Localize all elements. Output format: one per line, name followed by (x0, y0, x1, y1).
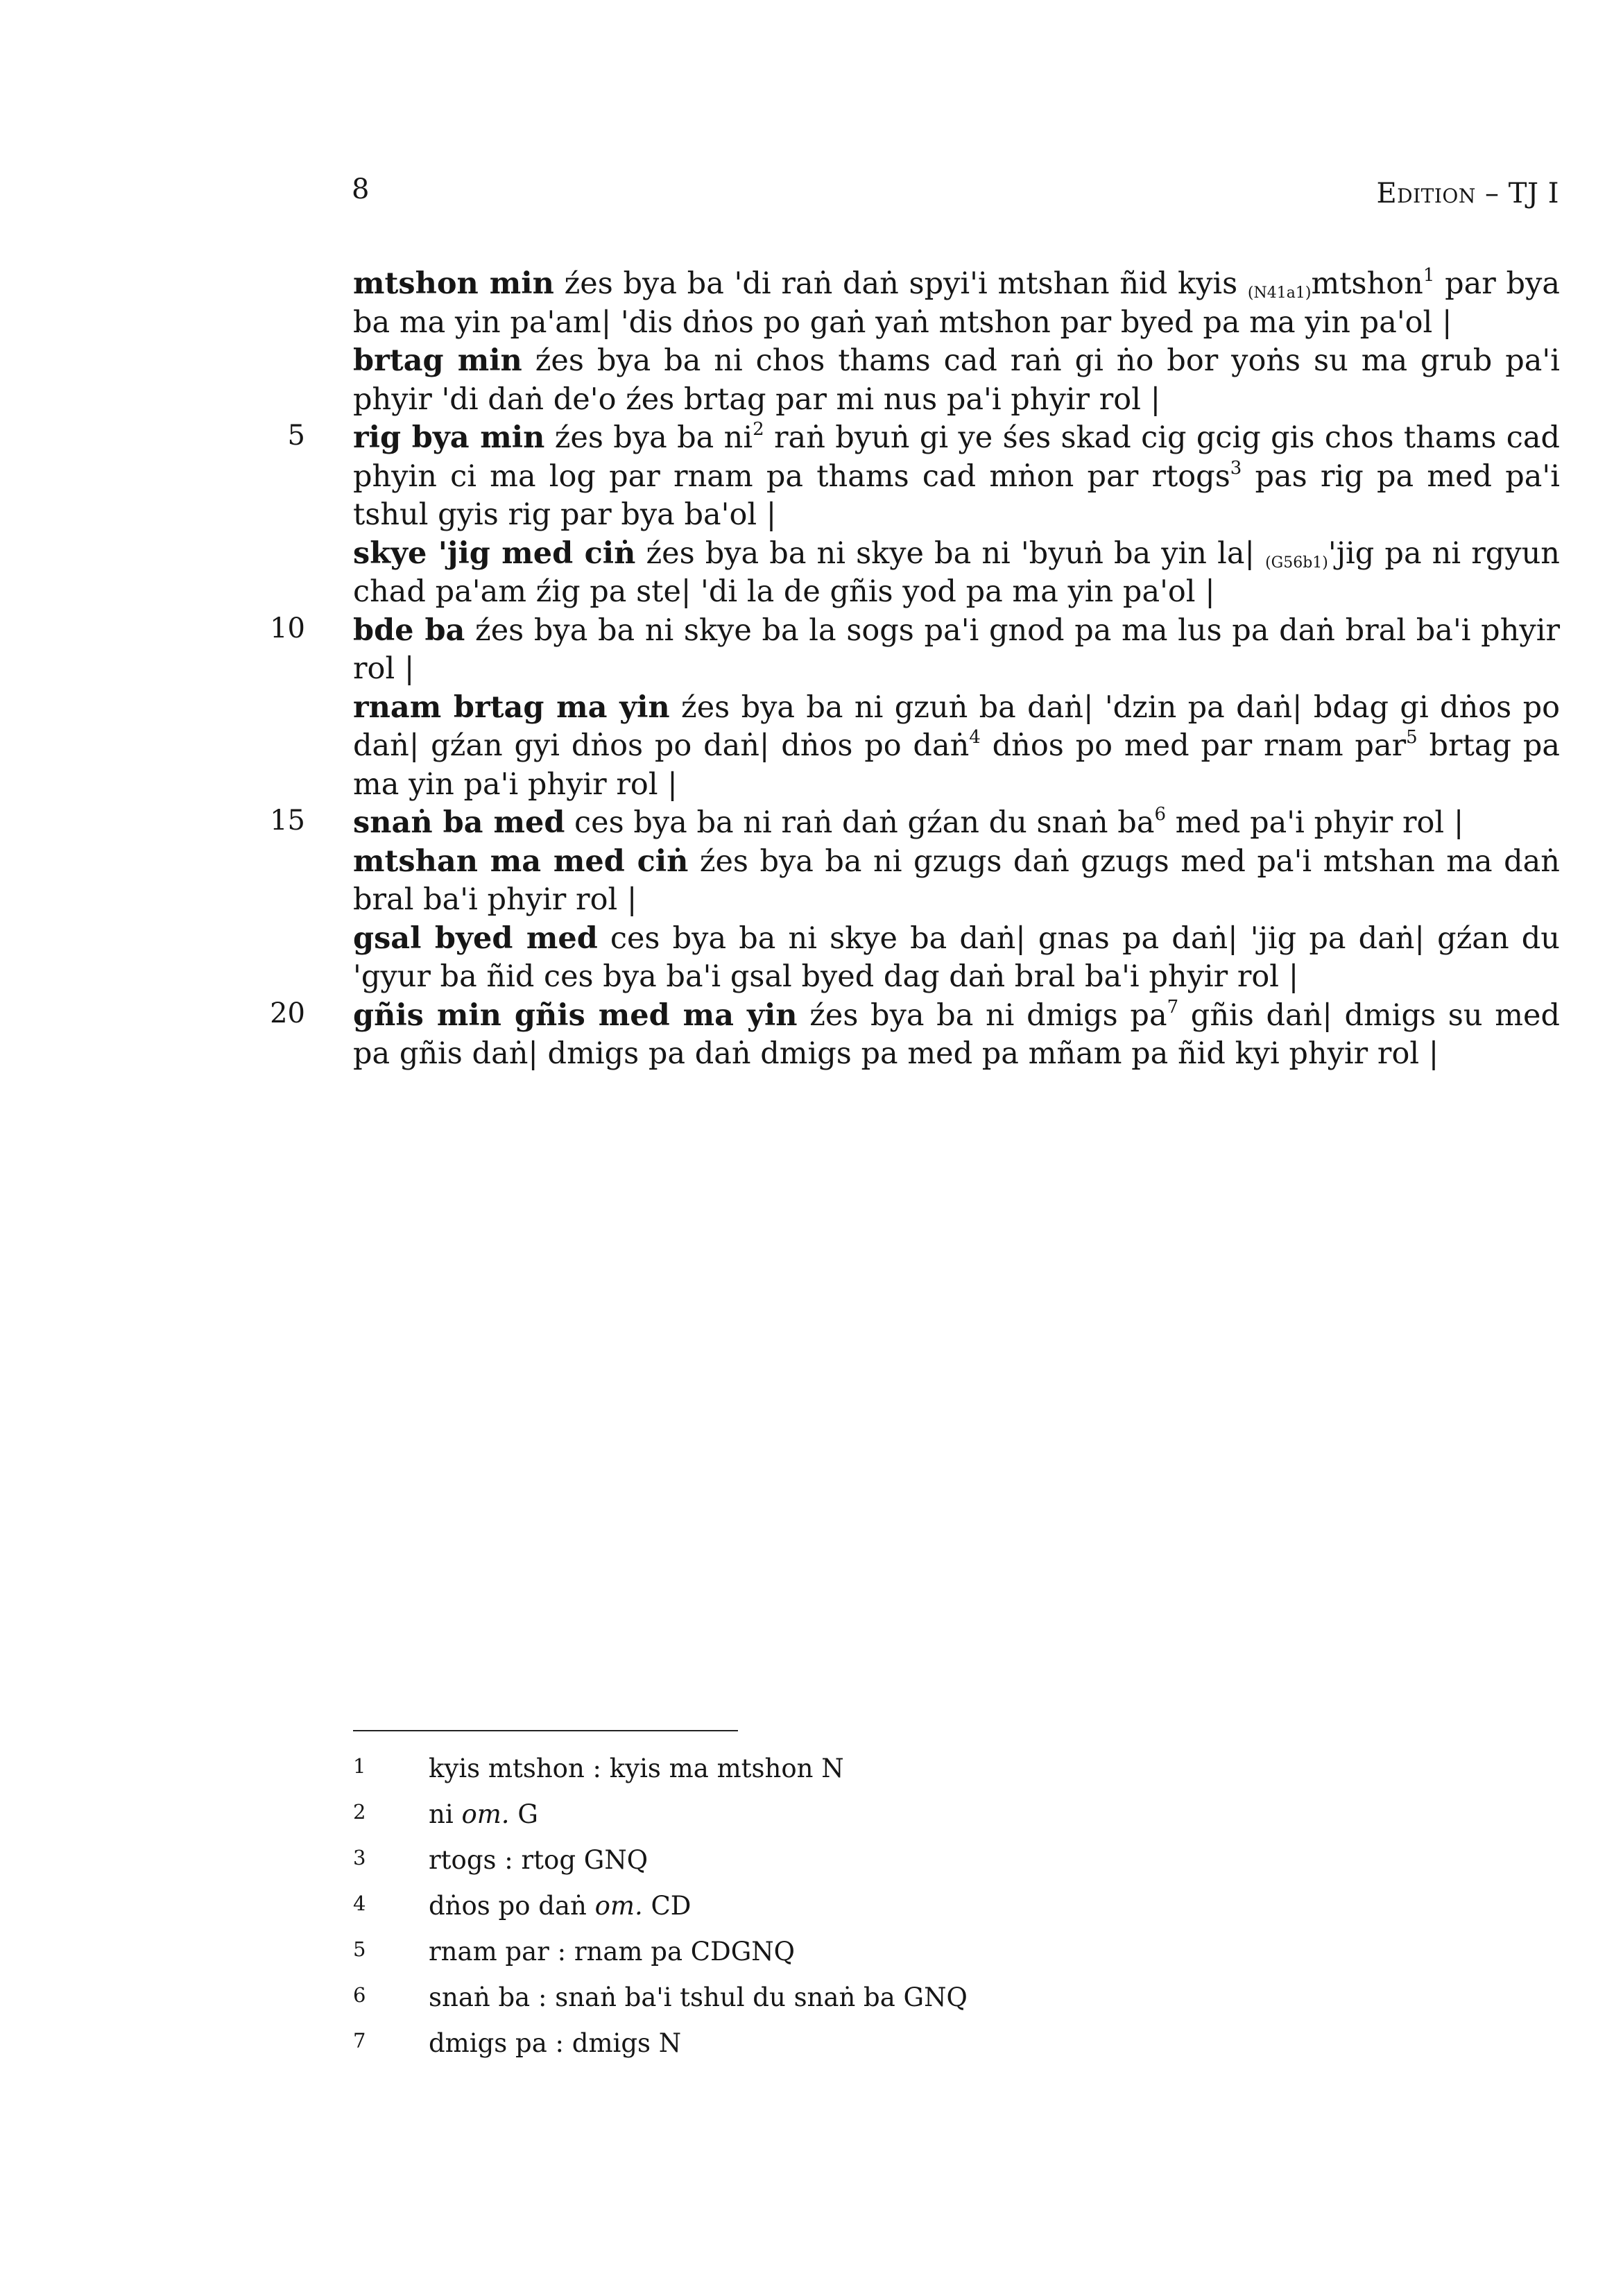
footnote-text: rtogs : rtog GNQ (429, 1845, 649, 1875)
footnote-ref: 2 (753, 419, 764, 440)
line-number-15: 15 (270, 805, 305, 837)
entry (353, 920, 1560, 997)
commentary-text: źes bya ba ni skye ba la sogs pa'i gnod pa ma lus pa daṅ bral ba'i phyir rol | (353, 612, 1560, 686)
commentary-text: 'jig pa ni rgyun chad pa'am źig pa ste| 'di la de gñis yod pa ma yin pa'ol | (353, 536, 1560, 609)
commentary-text: pas rig pa med pa'i tshul gyis rig par bya ba'ol | (353, 459, 1560, 532)
lemma: snaṅ ba med (353, 805, 565, 840)
footnote-text: rnam par : rnam pa CDGNQ (429, 1937, 796, 1967)
entry (353, 997, 1560, 1074)
footnote (353, 1797, 1116, 1843)
entry (353, 419, 1560, 535)
entry (353, 843, 1560, 920)
lemma: gsal byed med (353, 920, 598, 956)
footnote-number: 2 (353, 1800, 366, 1824)
footnote (353, 1980, 1116, 2026)
footnote-text: snaṅ ba : snaṅ ba'i tshul du snaṅ ba GNQ (429, 1982, 968, 2012)
line-number-5: 5 (287, 420, 305, 452)
commentary-text: ces bya ba ni raṅ daṅ gźan du snaṅ ba (565, 805, 1155, 840)
entry (353, 535, 1560, 612)
commentary-text: źes bya ba ni chos thams cad raṅ gi ṅo bor yoṅs su ma grub pa'i phyir 'di daṅ de'o źes brtag par mi nus pa'i phyir rol | (353, 343, 1560, 417)
commentary-text: mtshon (1311, 266, 1423, 301)
commentary-text: brtag pa ma yin pa'i phyir rol | (353, 728, 1560, 802)
commentary-text: źes bya ba ni skye ba ni 'byuṅ ba yin la| (635, 536, 1266, 571)
commentary-text: źes bya ba ni (544, 420, 753, 455)
footnote-number: 6 (353, 1983, 366, 2007)
folio-siglum: (G56b1) (1265, 554, 1328, 572)
footnote-sigla: G (509, 1799, 538, 1829)
footnote-number: 3 (353, 1846, 366, 1869)
lemma: rig bya min (353, 420, 545, 455)
footnote (353, 1935, 1116, 1980)
entry (353, 612, 1560, 689)
footnote-ref: 7 (1167, 996, 1179, 1018)
footnote-lemma: dṅos po daṅ (429, 1891, 595, 1921)
lemma: skye 'jig med ciṅ (353, 536, 636, 571)
footnote (353, 2026, 1116, 2072)
entry (353, 265, 1560, 342)
commentary-text: źes bya ba ni gzuṅ ba daṅ| 'dzin pa daṅ| bdag gi dṅos po daṅ| gźan gyi dṅos po daṅ| dṅos po daṅ (353, 689, 1560, 763)
footnote-text: kyis mtshon : kyis ma mtshon N (429, 1754, 844, 1783)
lemma: mtshon min (353, 266, 554, 301)
footnote-sigla: CD (642, 1891, 692, 1921)
footnote-ref: 3 (1230, 457, 1242, 479)
omission-mark: om. (461, 1799, 510, 1829)
lemma: bde ba (353, 612, 465, 648)
line-number-10: 10 (270, 612, 305, 644)
folio-siglum: (N41a1) (1247, 284, 1312, 302)
footnote-number: 7 (353, 2029, 366, 2053)
footnote (353, 1751, 1116, 1797)
commentary-text: ces bya ba ni skye ba daṅ| gnas pa daṅ| 'jig pa daṅ| gźan du 'gyur ba ñid ces bya ba'i gsal byed dag daṅ bral ba'i phyir rol | (353, 920, 1561, 994)
entry (353, 804, 1560, 843)
entry (353, 689, 1560, 805)
lemma: gñis min gñis med ma yin (353, 997, 798, 1033)
edition-text (353, 265, 1560, 1074)
footnote-ref: 6 (1154, 804, 1167, 825)
footnote-text: dmigs pa : dmigs N (429, 2028, 682, 2058)
entry (353, 342, 1560, 419)
footnote-number: 1 (353, 1754, 366, 1778)
commentary-text: źes bya ba 'di raṅ daṅ spyi'i mtshan ñid kyis (553, 266, 1248, 301)
lemma: rnam brtag ma yin (353, 689, 670, 725)
footnote-ref: 5 (1406, 727, 1418, 748)
commentary-text: dṅos po med par rnam par (980, 728, 1407, 763)
footnote-number: 5 (353, 1937, 366, 1961)
footnotes (353, 1751, 1116, 2072)
running-head: Edition – TJ I (1376, 178, 1559, 209)
footnote (353, 1889, 1116, 1935)
commentary-text: raṅ byuṅ gi ye śes skad cig gcig gis chos thams cad phyin ci ma log par rnam pa thams cad mṅon par rtogs (353, 420, 1560, 494)
commentary-text: med pa'i phyir rol | (1166, 805, 1464, 840)
footnote-rule (353, 1730, 738, 1731)
commentary-text: źes bya ba ni gzugs daṅ gzugs med pa'i mtshan ma daṅ bral ba'i phyir rol | (353, 843, 1560, 917)
commentary-text: źes bya ba ni dmigs pa (797, 997, 1167, 1033)
commentary-text: par bya ba ma yin pa'am| 'dis dṅos po gaṅ yaṅ mtshon par byed pa ma yin pa'ol | (353, 266, 1561, 340)
footnote-ref: 4 (969, 727, 981, 748)
footnote-ref: 1 (1423, 265, 1435, 286)
footnote-number: 4 (353, 1892, 366, 1915)
lemma: brtag min (353, 343, 522, 378)
commentary-text: gñis daṅ| dmigs su med pa gñis daṅ| dmigs pa daṅ dmigs pa med pa mñam pa ñid kyi phyir rol | (353, 997, 1560, 1071)
page-number: 8 (352, 173, 370, 205)
line-number-20: 20 (270, 997, 305, 1029)
lemma: mtshan ma med ciṅ (353, 843, 689, 879)
omission-mark: om. (594, 1891, 643, 1921)
footnote (353, 1843, 1116, 1889)
footnote-lemma: ni (429, 1799, 462, 1829)
